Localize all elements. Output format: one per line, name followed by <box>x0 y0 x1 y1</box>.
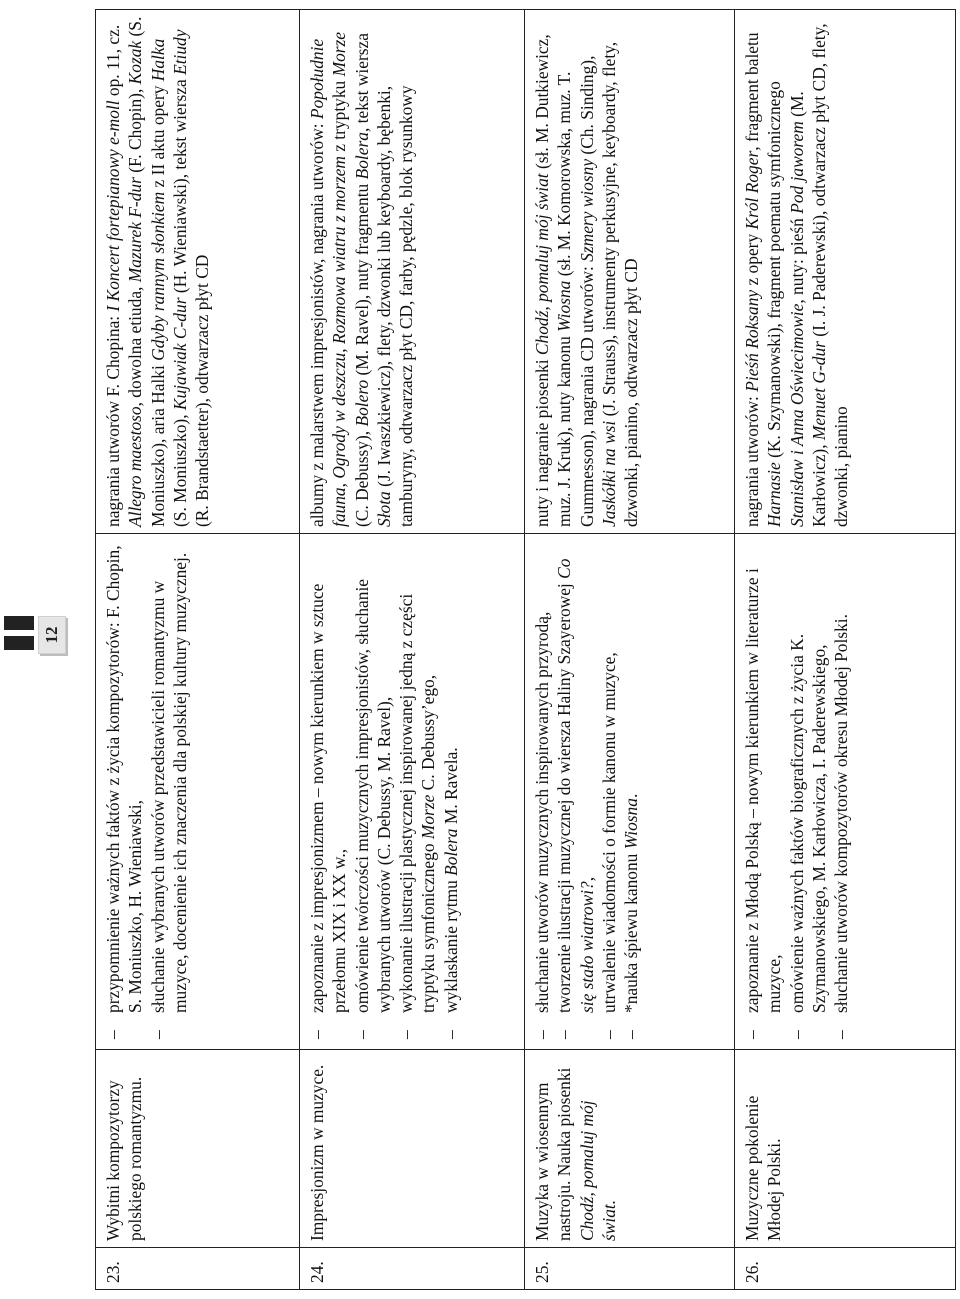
activities-list <box>102 540 191 1043</box>
italic-title: Stanisław i Anna Oświecimowie <box>786 303 807 527</box>
activities-cell <box>300 534 525 1050</box>
italic-title: Pieśń Roksany <box>742 289 762 392</box>
lesson-number-cell <box>525 1248 735 1290</box>
italic-title: Etiudy <box>169 29 190 75</box>
activity-item: – *nauka śpiewu kanonu Wiosna. <box>620 540 642 1043</box>
italic-title: Halka <box>147 38 168 82</box>
topic-cell <box>525 1050 735 1248</box>
activities-list <box>531 540 642 1043</box>
italic-title: Wiosna <box>554 280 575 332</box>
lesson-number: 24. <box>307 1261 327 1283</box>
activity-item: – słuchanie utworów muzycznych inspirowanych przyrodą, <box>531 540 553 1043</box>
materials-cell <box>300 10 525 534</box>
activity-item: – wyklaskanie rytmu Bolera M. Ravela. <box>440 540 462 1043</box>
italic-title: Menuet G-dur <box>808 341 829 441</box>
italic-title: Kozak <box>125 40 146 85</box>
italic-title: Mazurek F-dur <box>125 177 146 283</box>
italic-title: Król Roger <box>742 150 762 230</box>
materials-cell <box>96 10 300 534</box>
italic-title: Popołudnie fauna <box>307 38 350 527</box>
italic-title: Bolero <box>351 379 372 427</box>
lesson-topic: Muzyczne pokolenie Młodej Polski. <box>742 1095 785 1241</box>
italic-title: Ogrody w deszczu <box>329 352 350 479</box>
lesson-topic: Muzyka w wiosennym nastroju. Nauka piosenki Chodź, pomaluj mój świat. <box>532 1067 619 1241</box>
activity-item: – tworzenie ilustracji muzycznej do wiersza Haliny Szayerowej Co się stało wiatrowi?, <box>553 540 598 1043</box>
table-row <box>96 10 300 1290</box>
topic-cell <box>96 1050 300 1248</box>
activity-item: – zapoznanie z impresjonizmem – nowym kierunkiem w sztuce przełomu XIX i XX w., <box>306 540 351 1043</box>
activities-cell <box>525 534 735 1050</box>
activity-item: – utrwalenie wiadomości o formie kanonu w muzyce, <box>598 540 620 1043</box>
page-number: 12 <box>42 626 61 644</box>
page-tab <box>4 608 66 660</box>
activity-item: – słuchanie utworów kompozytorów okresu Młodej Polski. <box>830 540 852 1043</box>
activity-item: – omówienie ważnych faktów biograficznych z życia K. Szymanowskiego, M. Karłowicza, I. Paderewskiego, <box>786 540 831 1043</box>
activity-item: – słuchanie wybranych utworów przedstawicieli romantyzmu w muzyce, docenienie ich znaczenia dla polskiej kultury muzycznej. <box>147 540 192 1043</box>
lesson-number: 26. <box>742 1261 762 1283</box>
lesson-number-cell <box>300 1248 525 1290</box>
italic-title: Jaskółki na wsi <box>598 420 619 527</box>
italic-title: Chodź, pomaluj mój świat <box>532 173 552 356</box>
italic-title: Morze <box>418 794 439 840</box>
activities-list <box>306 540 462 1043</box>
table-row <box>525 10 735 1290</box>
materials-text: nuty i nagranie piosenki Chodź, pomaluj mój świat (sł. M. Dutkiewicz, muz. J. Kruk), nuty kanonu Wiosna (sł. M. Komorowska, muz. T. Gummesson), nagrania CD utworów: Szmery wiosny (Ch. Sinding), Jaskółki na wsi (J. Strauss), instrumenty perkusyjne, keyboardy, flety, dzwonki, pianino, odtwarzacz płyt CD <box>532 34 642 527</box>
italic-title: Chodź, pomaluj mój świat. <box>576 1100 619 1241</box>
italic-title: Pod jaworem <box>786 121 807 214</box>
lesson-plan-table <box>95 9 956 1290</box>
activities-cell <box>96 534 300 1050</box>
materials-cell <box>735 10 956 534</box>
italic-title: Słota <box>373 491 394 527</box>
activities-cell <box>735 534 956 1050</box>
italic-title: Morze <box>329 31 350 77</box>
materials-cell <box>525 10 735 534</box>
lesson-topic: Wybitni kompozytorzy polskiego romantyzmu. <box>103 1076 146 1241</box>
materials-text: nagrania utworów: Pieśń Roksany z opery Król Roger, fragment baletu Harnasie (K. Szymanowski), fragment poematu symfonicznego Stanisław i Anna Oświecimowie, nuty: pieśń Pod jaworem (M. Karłowicz), Menuet G-dur (I. J. Paderewski), odtwarzacz płyt CD, flety, dzwonki, pianino <box>742 23 852 527</box>
italic-title: Gdyby rannym słonkiem <box>147 191 168 361</box>
italic-title: Szmery wiosny <box>576 158 597 262</box>
table-row <box>735 10 956 1290</box>
italic-title: Wiosna <box>621 798 642 850</box>
lesson-number: 23. <box>103 1261 123 1283</box>
italic-title: Rozmowa wiatru z morzem <box>329 156 350 345</box>
lesson-number-cell <box>735 1248 956 1290</box>
topic-cell <box>300 1050 525 1248</box>
topic-cell <box>735 1050 956 1248</box>
lesson-number: 25. <box>532 1261 552 1283</box>
italic-title: Co się stało wiatrowi? <box>554 558 597 1013</box>
activities-list <box>741 540 852 1043</box>
table-row <box>300 10 525 1290</box>
italic-title: Harnasie <box>764 462 785 527</box>
italic-title: Bolera <box>440 828 461 876</box>
lesson-topic: Impresjonizm w muzyce. <box>307 1064 327 1241</box>
materials-text: albumy z malarstwem impresjonistów, nagrania utworów: Popołudnie fauna, Ogrody w deszczu, Rozmowa wiatru z morzem z tryptyku Morze (C. Debussy), Bolero (M. Ravel), nuty fragmentu Bolera, tekst wiersza Słota (J. Iwaszkiewicz), flety, dzwonki lub keyboardy, bębenki, tamburyny, odtwarzacz płyt CD, farby, pędzle, blok rysunkowy <box>307 31 417 527</box>
italic-title: I Koncert fortepianowy e-moll <box>103 100 123 312</box>
lesson-number-cell <box>96 1248 300 1290</box>
activity-item: – wykonanie ilustracji plastycznej inspirowanej jedną z części tryptyku symfonicznego Morze C. Debussy’ego, <box>395 540 440 1043</box>
activity-item: – zapoznanie z Młodą Polską – nowym kierunkiem w literaturze i muzyce, <box>741 540 786 1043</box>
italic-title: Allegro maestoso <box>125 406 146 527</box>
page-number-box <box>38 616 66 654</box>
italic-title: Bolera <box>351 132 372 180</box>
italic-title: Kujawiak C-dur <box>169 297 190 411</box>
activity-item: – omówienie twórczości muzycznych impresjonistów, słuchanie wybranych utworów (C. Debussy, M. Ravel), <box>351 540 396 1043</box>
piano-keys-icon <box>4 616 34 652</box>
activity-item: – przypomnienie ważnych faktów z życia kompozytorów: F. Chopin, S. Moniuszko, H. Wieniawski, <box>102 540 147 1043</box>
rotated-table-container <box>95 10 955 1290</box>
materials-text: nagrania utworów F. Chopina: I Koncert fortepianowy e-moll op. 11, cz. Allegro maestoso, dowolna etiuda, Mazurek F-dur (F. Chopin), Kozak (S. Moniuszko), aria Halki Gdyby rannym słonkiem z II aktu opery Halka (S. Moniuszko), Kujawiak C-dur (H. Wieniawski), tekst wiersza Etiudy (R. Brandstaetter), odtwarzacz płyt CD <box>103 16 213 527</box>
